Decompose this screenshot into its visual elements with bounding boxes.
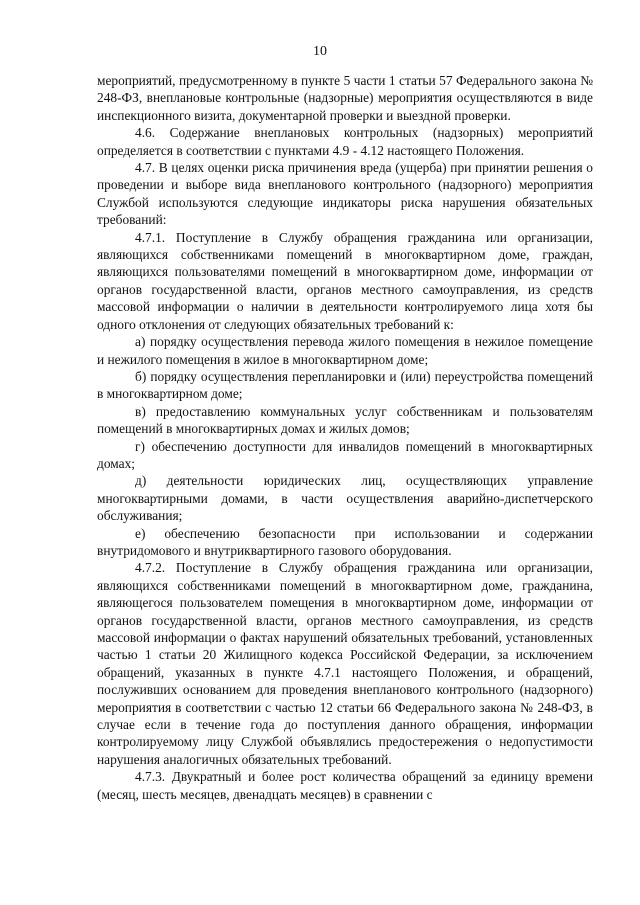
- list-item-e: е) обеспечению безопасности при использовании и содержании внутридомового и внутриквартирного газового оборудования.: [97, 525, 593, 558]
- list-item-b: б) порядку осуществления перепланировки и (или) переустройства помещений в многоквартирном доме;: [97, 368, 593, 402]
- list-item-v: в) предоставлению коммунальных услуг собственникам и пользователям помещений в многоквартирных домах и жилых домов;: [97, 403, 593, 437]
- paragraph-4-7-3: 4.7.3. Двукратный и более рост количества обращений за единицу времени (месяц, шесть месяцев, двенадцать месяцев) в сравнении с: [97, 769, 593, 802]
- list-item-d: д) деятельности юридических лиц, осуществляющих управление многоквартирными домами, в части осуществления аварийно-диспетчерского обслуживания;: [97, 473, 593, 524]
- document-body: [97, 72, 593, 803]
- paragraph-4-7-2: 4.7.2. Поступление в Службу обращения гражданина или организации, являющихся собственниками помещений в многоквартирном доме, гражданина, являющегося пользователем помещения в многоквартирном доме, информации от органов государственной власти, органов местного самоуправления, из средств массовой информации о фактах нарушений обязательных требований, установленных частью 1 статьи 20 Жилищного кодекса Российской Федерации, за исключением обращений, указанных в пункте 4.7.1 настоящего Положения, и обращений, послуживших основанием для проведения внепланового контрольного (надзорного) мероприятия в соответствии с частью 12 статьи 66 Федерального закона № 248-ФЗ, в случае если в течение года до поступления данного обращения, информации контролируемому лицу Службой объявлялись предостережения о недопустимости нарушения аналогичных обязательных требований.: [97, 560, 593, 767]
- paragraph-4-6: 4.6. Содержание внеплановых контрольных (надзорных) мероприятий определяется в соответствии с пунктами 4.9 - 4.12 настоящего Положения.: [97, 125, 593, 158]
- paragraph-4-7: 4.7. В целях оценки риска причинения вреда (ущерба) при принятии решения о проведении и выборе вида внепланового контрольного (надзорного) мероприятия Службой используются следующие индикаторы риска нарушения обязательных требований:: [97, 160, 593, 228]
- page-number: 10: [313, 44, 327, 59]
- list-item-a: а) порядку осуществления перевода жилого помещения в нежилое помещение и нежилого помещения в жилое в многоквартирном доме;: [97, 334, 593, 367]
- paragraph-4-7-1: 4.7.1. Поступление в Службу обращения гражданина или организации, являющихся собственниками помещений в многоквартирном доме, граждан, являющихся пользователями помещений в многоквартирном доме, информации от органов государственной власти, органов местного самоуправления, из средств массовой информации о наличии в деятельности контролируемого лица хотя бы одного отклонения от следующих обязательных требований к:: [97, 229, 593, 332]
- paragraph-continuation: мероприятий, предусмотренному в пункте 5 части 1 статьи 57 Федерального закона № 248-ФЗ, внеплановые контрольные (надзорные) мероприятия осуществляются в виде инспекционного визита, документарной проверки и выездной проверки.: [97, 73, 593, 123]
- list-item-g: г) обеспечению доступности для инвалидов помещений в многоквартирных домах;: [97, 438, 593, 471]
